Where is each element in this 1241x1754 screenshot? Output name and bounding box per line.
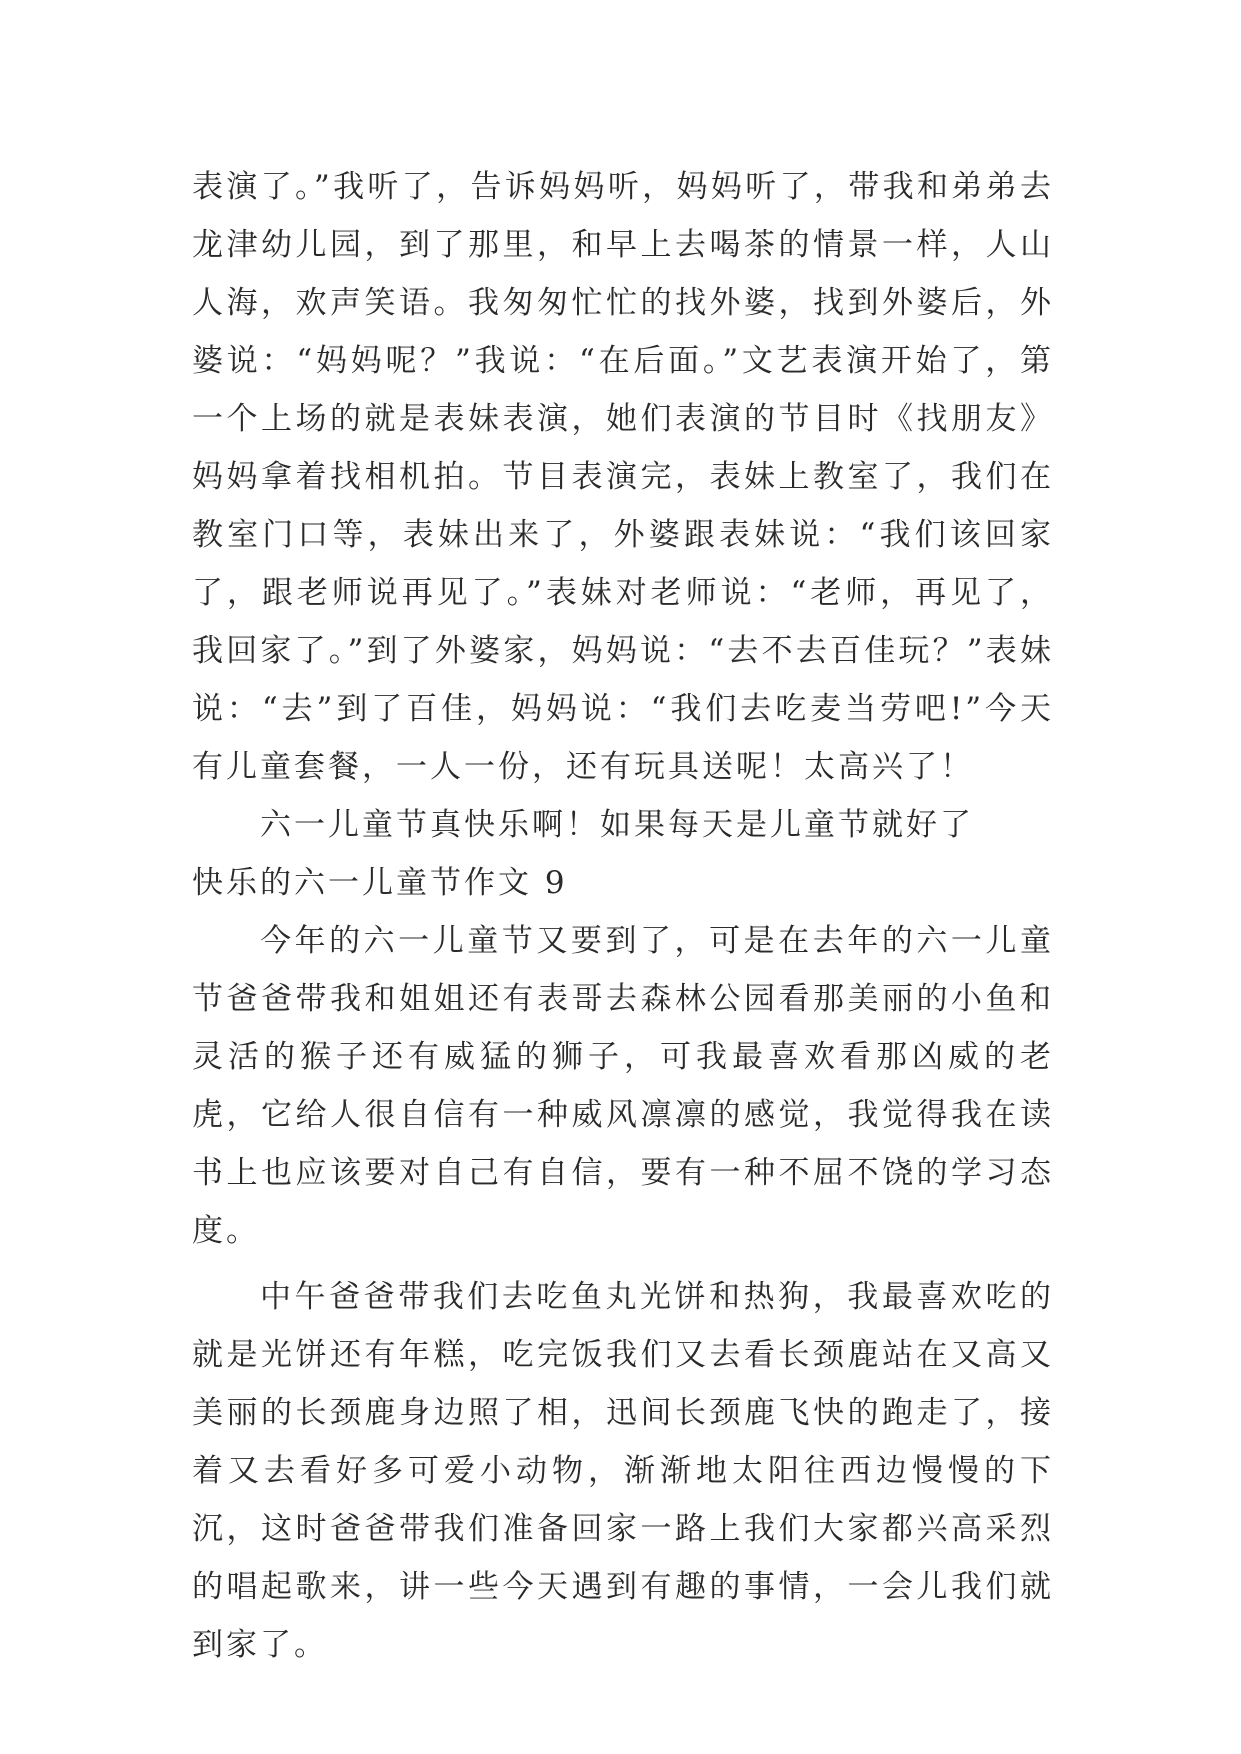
paragraph-continued: 表演了。”我听了，告诉妈妈听，妈妈听了，带我和弟弟去龙津幼儿园，到了那里，和早上去喝茶的情景一样，人山人海，欢声笑语。我匆匆忙忙的找外婆，找到外婆后，外婆说：“妈妈呢？”我说：“在后面。”文艺表演开始了，第一个上场的就是表妹表演，她们表演的节目时《找朋友》妈妈拿着找相机拍。节目表演完，表妹上教室了，我们在教室门口等，表妹出来了，外婆跟表妹说：“我们该回家了，跟老师说再见了。”表妹对老师说：“老师，再见了，我回家了。”到了外婆家，妈妈说：“去不去百佳玩？”表妹说：“去”到了百佳，妈妈说：“我们去吃麦当劳吧!”今天有儿童套餐，一人一份，还有玩具送呢！太高兴了！ [192, 169, 1054, 785]
paragraph: 今年的六一儿童节又要到了，可是在去年的六一儿童节爸爸带我和姐姐还有表哥去森林公园看那美丽的小鱼和灵活的猴子还有威猛的狮子，可我最喜欢看那凶威的老虎，它给人很自信有一种威风凛凛的感觉，我觉得我在读书上也应该要对自己有自信，要有一种不屈不饶的学习态度。 [192, 923, 1054, 1249]
paragraph: 中午爸爸带我们去吃鱼丸光饼和热狗，我最喜欢吃的就是光饼还有年糕，吃完饭我们又去看长颈鹿站在又高又美丽的长颈鹿身边照了相，迅间长颈鹿飞快的跑走了，接着又去看好多可爱小动物，渐渐地太阳往西边慢慢的下沉，这时爸爸带我们准备回家一路上我们大家都兴高采烈的唱起歌来，讲一些今天遇到有趣的事情，一会儿我们就到家了。 [192, 1279, 1054, 1663]
document-body [192, 158, 1054, 1674]
paragraph-closing-line: 六一儿童节真快乐啊！如果每天是儿童节就好了 [260, 807, 974, 843]
section-title: 快乐的六一儿童节作文 9 [192, 865, 568, 901]
